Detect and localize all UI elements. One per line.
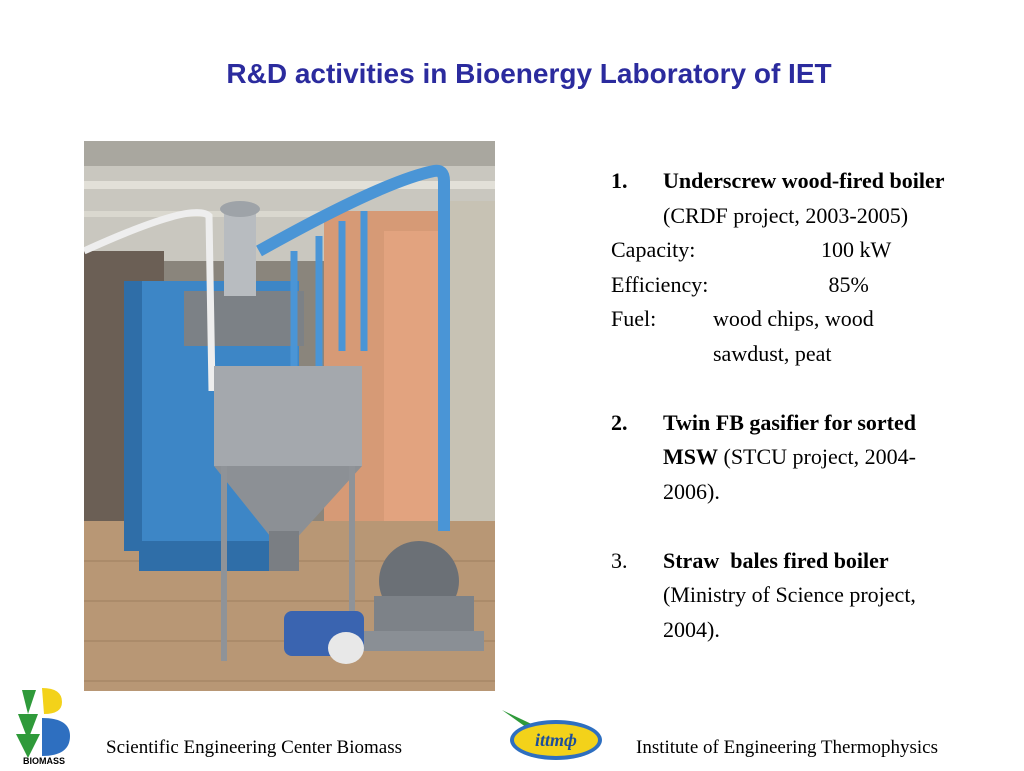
list-item — [611, 164, 971, 233]
spec-label: Capacity: — [611, 237, 696, 262]
spec-label: Efficiency: — [611, 271, 709, 297]
spec-value: wood chips, wood sawdust, peat — [713, 306, 874, 366]
item-description: (STCU project, 2004-2006). — [663, 444, 916, 504]
project-list — [611, 164, 971, 647]
item-description: (CRDF project, 2003-2005) — [663, 202, 909, 228]
spec-row — [611, 302, 971, 371]
item-title: Straw bales fired boiler — [663, 547, 889, 573]
spec-row — [611, 233, 971, 268]
ittf-logo-text: ittmф — [535, 730, 577, 750]
boiler-photo — [84, 141, 495, 691]
list-item — [611, 406, 971, 510]
biomass-logo — [14, 684, 74, 766]
item-number: 3. — [611, 547, 628, 573]
slide-title: R&D activities in Bioenergy Laboratory of IET — [226, 58, 832, 89]
list-item — [611, 544, 971, 648]
spec-row — [611, 268, 971, 303]
spec-label: Fuel: — [611, 306, 657, 331]
item-description: (Ministry of Science project, 2004). — [663, 582, 916, 642]
biomass-logo-text: BIOMASS — [22, 756, 66, 766]
spec-value: 100 kW — [821, 237, 892, 262]
footer-right-text: Institute of Engineering Thermophysics — [636, 737, 939, 758]
spec-value: 85% — [823, 271, 869, 297]
item-number: 2. — [611, 409, 628, 435]
item-title: Twin FB gasifier for sorted MSW — [663, 409, 916, 469]
item-number: 1. — [611, 168, 628, 193]
item-title: Underscrew wood-fired boiler — [663, 168, 945, 193]
ittf-logo — [500, 708, 612, 766]
footer-left-text: Scientific Engineering Center Biomass — [106, 737, 403, 758]
